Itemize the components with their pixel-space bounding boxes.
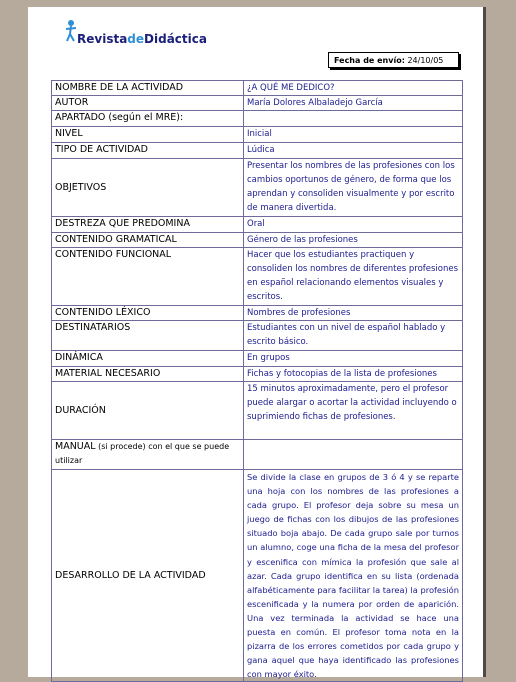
row-value: Género de las profesiones — [244, 233, 463, 248]
row-value — [244, 111, 463, 127]
row-value: Inicial — [244, 127, 463, 143]
row-key: DINÁMICA — [52, 351, 244, 367]
table-row — [52, 321, 463, 351]
table-row — [52, 367, 463, 382]
activity-sheet-table — [51, 80, 463, 682]
row-value — [244, 440, 463, 470]
row-value: Hacer que los estudiantes practiquen y consoliden los nombres de diferentes profesiones en español relacionando elementos visuales y escritos. — [244, 248, 463, 306]
row-key: DESTREZA QUE PREDOMINA — [52, 217, 244, 233]
logo-word-de: de — [127, 32, 145, 46]
table-row — [52, 382, 463, 440]
row-value: Oral — [244, 217, 463, 233]
row-value: Lúdica — [244, 143, 463, 159]
table-row — [52, 96, 463, 111]
magazine-logo[interactable] — [63, 19, 263, 49]
logo-word-didactica: Didáctica — [144, 32, 207, 46]
row-key: CONTENIDO LÉXICO — [52, 306, 244, 321]
row-value: Se divide la clase en grupos de 3 ó 4 y se reparte una hoja con los nombres de las profesiones a cada grupo. El profesor deja sobre su mesa un juego de fichas con los dibujos de las profesiones situado boja abajo. De cada grupo sale por turnos un alumno, coge una ficha de la mesa del profesor y escenifica con mímica la profesión que sale al azar. Cada grupo identifica en su lista (ordenada alfabéticamente para facilitar la tarea) la profesión escenificada y la numera por orden de aparición. Una vez terminada la actividad se hace una puesta en común. El profesor toma nota en la pizarra de los errores cometidos por cada grupo y gana aquel que haya identificado las profesiones con mayor éxito. — [244, 470, 463, 682]
table-row — [52, 217, 463, 233]
row-value: ¿A QUÉ ME DEDICO? — [244, 81, 463, 96]
row-key: DESTINATARIOS — [52, 321, 244, 351]
table-row — [52, 143, 463, 159]
row-key: APARTADO (según el MRE): — [52, 111, 244, 127]
row-value: Nombres de profesiones — [244, 306, 463, 321]
send-date-value: 24/10/05 — [407, 56, 444, 65]
table-row — [52, 470, 463, 682]
table-row — [52, 440, 463, 470]
document-page — [28, 7, 486, 680]
table-row — [52, 159, 463, 217]
row-value: Estudiantes con un nivel de español hablado y escrito básico. — [244, 321, 463, 351]
row-value: En grupos — [244, 351, 463, 367]
table-row — [52, 81, 463, 96]
row-key: OBJETIVOS — [52, 159, 244, 217]
send-date-box — [328, 52, 459, 68]
logo-word-revista: Revista — [77, 32, 128, 46]
row-key: TIPO DE ACTIVIDAD — [52, 143, 244, 159]
row-key — [52, 440, 244, 470]
table-row — [52, 111, 463, 127]
logo-wordmark — [77, 32, 207, 46]
table-row — [52, 248, 463, 306]
row-key: AUTOR — [52, 96, 244, 111]
table-row — [52, 233, 463, 248]
row-key: CONTENIDO GRAMATICAL — [52, 233, 244, 248]
row-value: Presentar los nombres de las profesiones con los cambios oportunos de género, de forma que los aprendan y consoliden visualmente y por escrito de manera divertida. — [244, 159, 463, 217]
manual-key-suffix: (si procede) con el que se puede utilizar — [55, 442, 230, 465]
row-key: DURACIÓN — [52, 382, 244, 440]
row-key: MATERIAL NECESARIO — [52, 367, 244, 382]
row-key: NIVEL — [52, 127, 244, 143]
table-row — [52, 127, 463, 143]
table-row — [52, 306, 463, 321]
row-key: CONTENIDO FUNCIONAL — [52, 248, 244, 306]
row-key: NOMBRE DE LA ACTIVIDAD — [52, 81, 244, 96]
row-value: María Dolores Albaladejo García — [244, 96, 463, 111]
table-row — [52, 351, 463, 367]
manual-key-label: MANUAL — [55, 441, 96, 452]
row-value: 15 minutos aproximadamente, pero el profesor puede alargar o acortar la actividad incluyendo o suprimiendo fichas de profesiones. — [244, 382, 463, 440]
send-date-label: Fecha de envío: — [334, 56, 405, 65]
row-value: Fichas y fotocopias de la lista de profesiones — [244, 367, 463, 382]
row-key: DESARROLLO DE LA ACTIVIDAD — [52, 470, 244, 682]
